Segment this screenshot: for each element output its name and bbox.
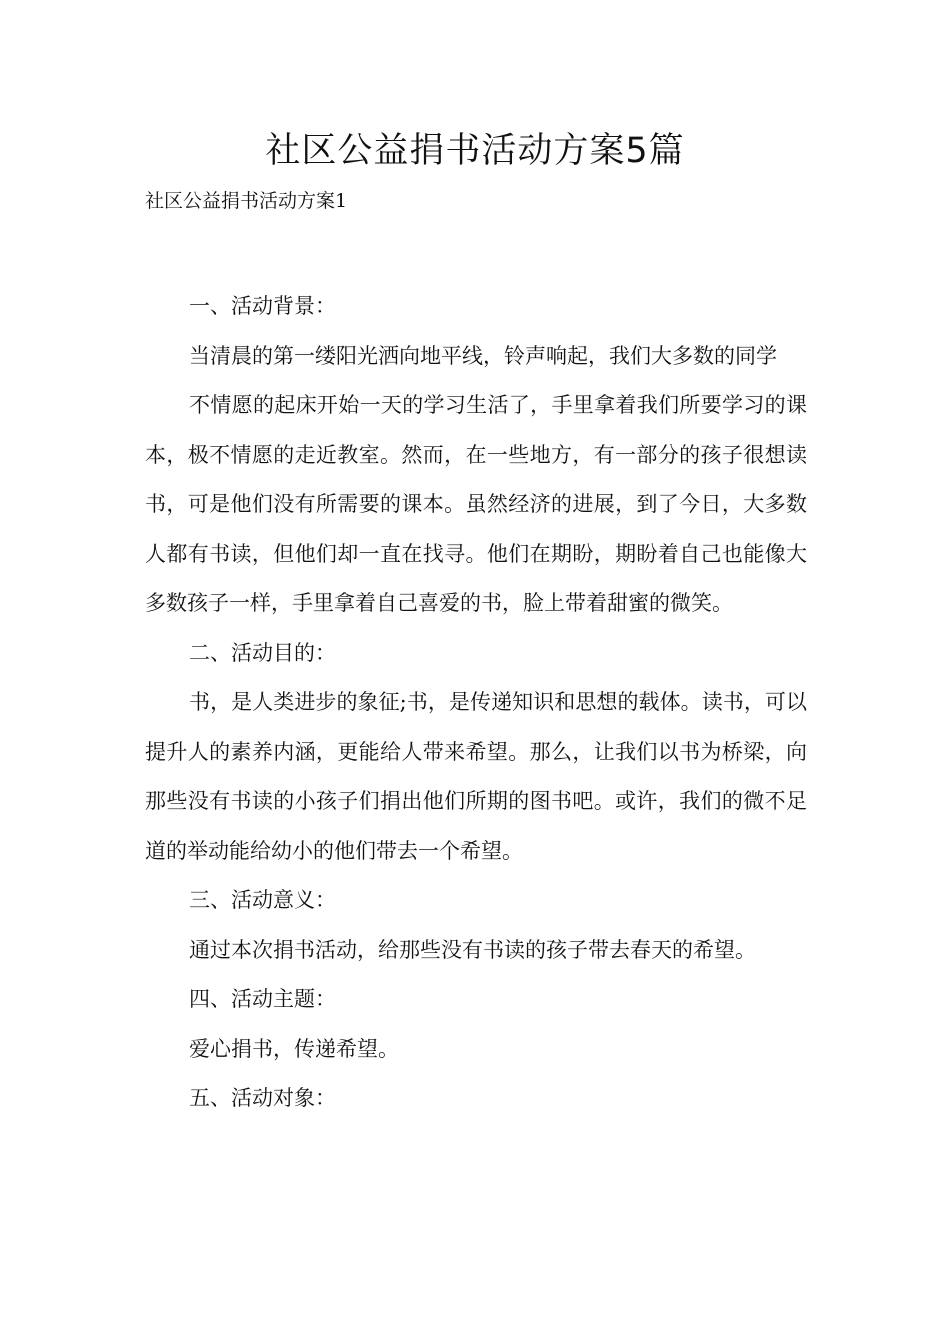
document-body — [145, 282, 807, 1124]
section-subtitle: 社区公益捐书活动方案1 — [145, 190, 348, 212]
paragraph-background-2: 不情愿的起床开始一天的学习生活了，手里拿着我们所要学习的课本，极不情愿的走近教室。然而，在一些地方，有一部分的孩子很想读书，可是他们没有所需要的课本。虽然经济的进展，到了今日，大多数人都有书读，但他们却一直在找寻。他们在期盼，期盼着自己也能像大多数孩子一样，手里拿着自己喜爱的书，脸上带着甜蜜的微笑。 — [145, 393, 807, 615]
heading-purpose: 二、活动目的： — [189, 640, 336, 665]
paragraph-purpose: 书，是人类进步的象征;书，是传递知识和思想的载体。读书，可以提升人的素养内涵，更能给人带来希望。那么，让我们以书为桥梁，向那些没有书读的小孩子们捐出他们所期的图书吧。或许，我们的微不足道的举动能给幼小的他们带去一个希望。 — [145, 690, 807, 863]
heading-audience: 五、活动对象： — [189, 1086, 336, 1110]
paragraph-theme: 爱心捐书，传递希望。 — [189, 1036, 399, 1061]
heading-theme: 四、活动主题： — [189, 987, 336, 1011]
document-title: 社区公益捐书活动方案5篇 — [265, 131, 685, 171]
paragraph-background-1: 当清晨的第一缕阳光洒向地平线，铃声响起，我们大多数的同学 — [189, 343, 777, 368]
heading-background: 一、活动背景： — [189, 294, 336, 318]
paragraph-significance: 通过本次捐书活动，给那些没有书读的孩子带去春天的希望。 — [189, 937, 756, 962]
heading-significance: 三、活动意义： — [189, 888, 336, 912]
